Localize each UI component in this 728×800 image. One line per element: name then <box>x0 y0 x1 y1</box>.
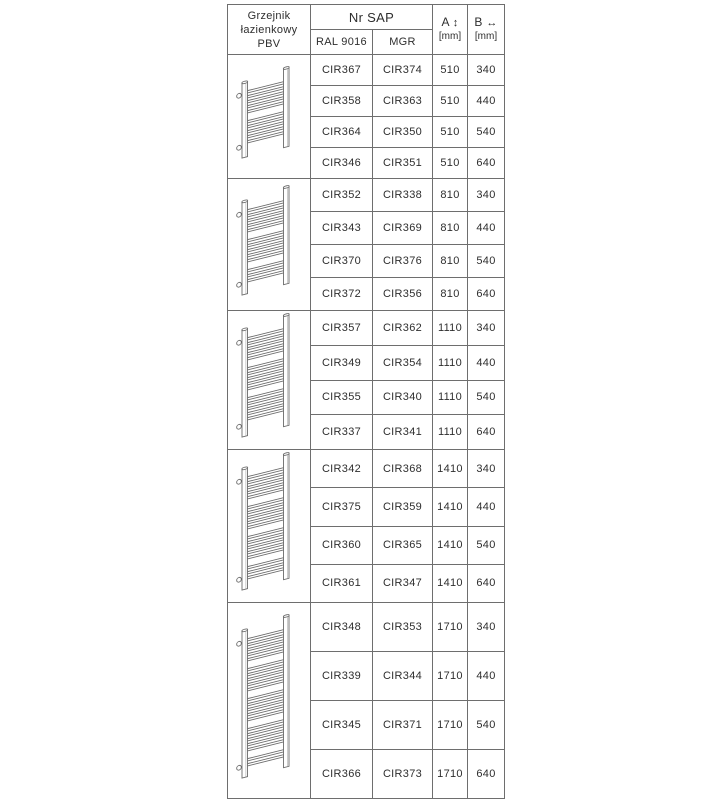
ral-code-cell: CIR342 <box>311 450 373 488</box>
mgr-code-cell: CIR362 <box>373 311 433 346</box>
table-header <box>228 5 505 55</box>
ral-code-cell: CIR366 <box>311 750 373 799</box>
mgr-code-cell: CIR341 <box>373 415 433 450</box>
mgr-code-cell: CIR371 <box>373 701 433 750</box>
mgr-code-cell: CIR351 <box>373 148 433 179</box>
product-name-line1: Grzejnik <box>247 9 291 22</box>
height-a-cell: 810 <box>433 212 468 245</box>
mgr-code-cell: CIR359 <box>373 488 433 526</box>
height-a-cell: 1710 <box>433 603 468 652</box>
height-a-cell: 510 <box>433 55 468 86</box>
width-b-cell: 540 <box>468 117 505 148</box>
mgr-code-cell: CIR338 <box>373 179 433 212</box>
table-row <box>228 179 505 212</box>
ral-code-cell: CIR337 <box>311 415 373 450</box>
ral-code-cell: CIR372 <box>311 278 373 311</box>
mgr-code-cell: CIR374 <box>373 55 433 86</box>
mgr-code-cell: CIR363 <box>373 86 433 117</box>
radiator-cell <box>228 603 311 799</box>
ral-code-cell: CIR352 <box>311 179 373 212</box>
mgr-code-cell: CIR356 <box>373 278 433 311</box>
height-a-cell: 1110 <box>433 345 468 380</box>
radiator-illustration <box>230 183 308 307</box>
width-b-cell: 340 <box>468 311 505 346</box>
height-a-cell: 1710 <box>433 701 468 750</box>
ral-code-cell: CIR348 <box>311 603 373 652</box>
mgr-code-cell: CIR373 <box>373 750 433 799</box>
width-b-cell: 340 <box>468 179 505 212</box>
ral-code-cell: CIR343 <box>311 212 373 245</box>
col-header-b <box>468 5 505 55</box>
radiator-cell <box>228 450 311 603</box>
table-row <box>228 450 505 488</box>
height-a-cell: 810 <box>433 278 468 311</box>
ral-code-cell: CIR367 <box>311 55 373 86</box>
height-a-cell: 510 <box>433 86 468 117</box>
width-b-cell: 640 <box>468 278 505 311</box>
vertical-arrow-icon: ↕ <box>452 17 459 29</box>
mgr-code-cell: CIR340 <box>373 380 433 415</box>
height-a-cell: 510 <box>433 117 468 148</box>
ral-code-cell: CIR360 <box>311 526 373 564</box>
ral-code-cell: CIR358 <box>311 86 373 117</box>
table-body <box>228 55 505 799</box>
radiator-illustration <box>230 450 308 602</box>
width-b-cell: 340 <box>468 450 505 488</box>
height-a-cell: 1410 <box>433 450 468 488</box>
width-b-cell: 540 <box>468 526 505 564</box>
mgr-code-cell: CIR344 <box>373 652 433 701</box>
width-b-cell: 540 <box>468 380 505 415</box>
mgr-code-cell: CIR347 <box>373 564 433 602</box>
width-b-cell: 640 <box>468 148 505 179</box>
width-b-cell: 440 <box>468 212 505 245</box>
height-a-cell: 1410 <box>433 526 468 564</box>
radiator-spec-table <box>227 4 505 799</box>
ral-code-cell: CIR345 <box>311 701 373 750</box>
a-unit: [mm] <box>438 31 462 42</box>
height-a-cell: 1410 <box>433 564 468 602</box>
height-a-cell: 810 <box>433 179 468 212</box>
col-header-product <box>228 5 311 55</box>
ral-code-cell: CIR339 <box>311 652 373 701</box>
mgr-code-cell: CIR365 <box>373 526 433 564</box>
col-header-a <box>433 5 468 55</box>
a-label: A <box>441 15 450 29</box>
width-b-cell: 340 <box>468 55 505 86</box>
ral-code-cell: CIR375 <box>311 488 373 526</box>
height-a-cell: 1110 <box>433 380 468 415</box>
width-b-cell: 640 <box>468 750 505 799</box>
height-a-cell: 810 <box>433 245 468 278</box>
ral-code-cell: CIR370 <box>311 245 373 278</box>
table-row <box>228 311 505 346</box>
product-name-line2: łazienkowy PBV <box>240 23 298 50</box>
table-row <box>228 603 505 652</box>
radiator-cell <box>228 55 311 179</box>
ral-code-cell: CIR355 <box>311 380 373 415</box>
ral-code-cell: CIR349 <box>311 345 373 380</box>
width-b-cell: 440 <box>468 652 505 701</box>
height-a-cell: 510 <box>433 148 468 179</box>
height-a-cell: 1110 <box>433 415 468 450</box>
ral-code-cell: CIR364 <box>311 117 373 148</box>
width-b-cell: 440 <box>468 345 505 380</box>
width-b-cell: 340 <box>468 603 505 652</box>
ral-code-cell: CIR361 <box>311 564 373 602</box>
b-unit: [mm] <box>474 31 498 42</box>
width-b-cell: 540 <box>468 701 505 750</box>
mgr-code-cell: CIR350 <box>373 117 433 148</box>
horizontal-arrow-icon: ↔ <box>486 17 498 29</box>
mgr-code-cell: CIR369 <box>373 212 433 245</box>
radiator-illustration <box>230 64 308 170</box>
radiator-illustration <box>230 612 308 790</box>
radiator-illustration <box>230 311 308 449</box>
width-b-cell: 440 <box>468 86 505 117</box>
col-header-ral: RAL 9016 <box>311 30 373 55</box>
height-a-cell: 1110 <box>433 311 468 346</box>
table-row <box>228 55 505 86</box>
col-header-nr-sap: Nr SAP <box>311 5 433 30</box>
height-a-cell: 1710 <box>433 652 468 701</box>
ral-code-cell: CIR346 <box>311 148 373 179</box>
col-header-mgr: MGR <box>373 30 433 55</box>
width-b-cell: 540 <box>468 245 505 278</box>
mgr-code-cell: CIR354 <box>373 345 433 380</box>
radiator-cell <box>228 311 311 450</box>
radiator-cell <box>228 179 311 311</box>
mgr-code-cell: CIR376 <box>373 245 433 278</box>
height-a-cell: 1710 <box>433 750 468 799</box>
width-b-cell: 640 <box>468 564 505 602</box>
b-label: B <box>474 15 483 29</box>
height-a-cell: 1410 <box>433 488 468 526</box>
ral-code-cell: CIR357 <box>311 311 373 346</box>
width-b-cell: 640 <box>468 415 505 450</box>
width-b-cell: 440 <box>468 488 505 526</box>
mgr-code-cell: CIR368 <box>373 450 433 488</box>
mgr-code-cell: CIR353 <box>373 603 433 652</box>
